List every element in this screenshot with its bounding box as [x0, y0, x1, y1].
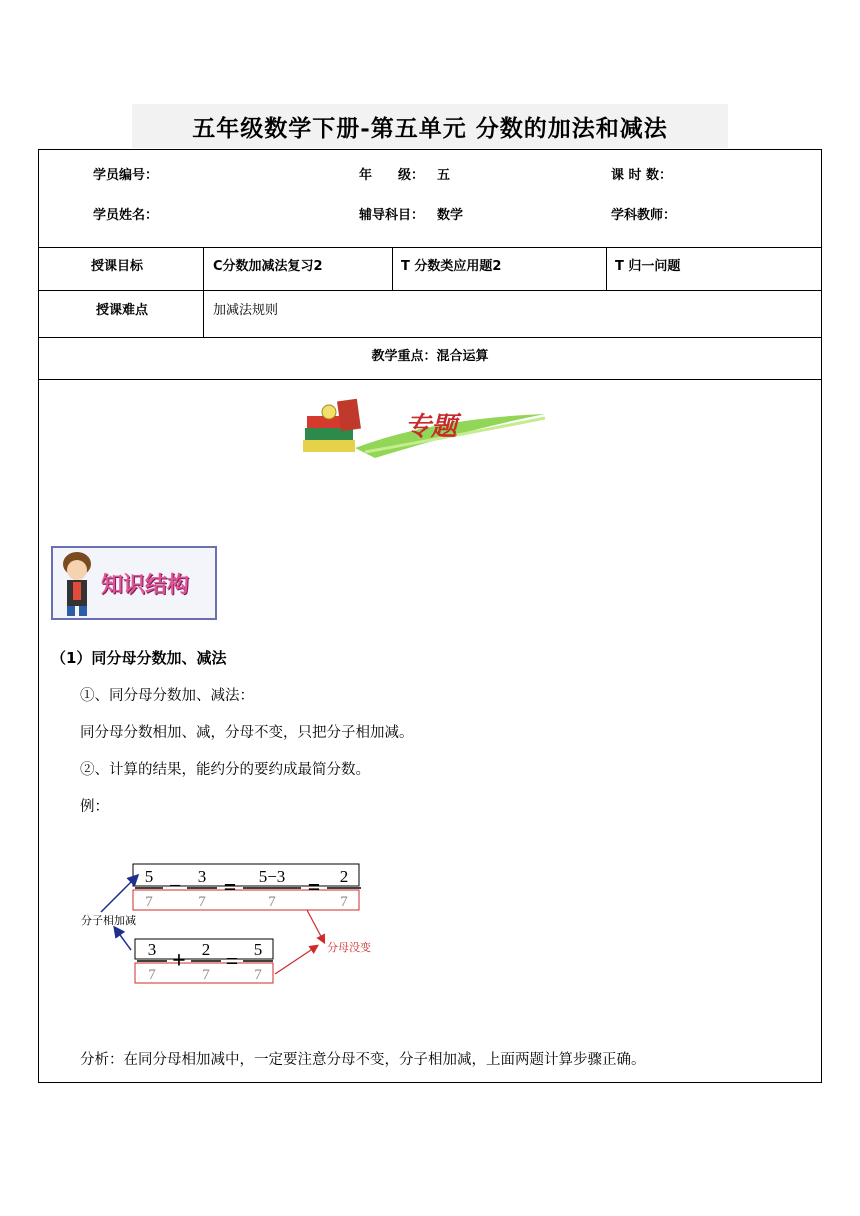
row-divider [39, 247, 821, 248]
eq2-num-1: 3 [147, 940, 157, 959]
section-title: （1）同分母分数加、减法 [51, 649, 227, 667]
goal-item: C分数加减法复习2 [213, 259, 323, 274]
lesson-table [38, 149, 822, 1083]
eq2-op: + [172, 948, 186, 974]
eq1-num-3: 5−3 [258, 867, 286, 886]
eq1-den-1: 7 [145, 894, 153, 910]
subject-label: 辅导科目： [359, 208, 425, 223]
topic-text: 专题 [405, 412, 458, 442]
row-divider [39, 379, 821, 380]
goal-item: T 分数类应用题2 [401, 259, 502, 274]
subject-value: 数学 [437, 208, 464, 223]
numerator-label: 分子相加减 [81, 914, 136, 927]
grade-value: 五 [437, 168, 451, 183]
arrow-icon [115, 928, 131, 950]
column-divider [203, 247, 204, 337]
topic-banner [295, 388, 581, 472]
student-name-label: 学员姓名： [93, 208, 159, 223]
row-divider [39, 290, 821, 291]
boy-avatar-icon [55, 548, 101, 618]
eq1-den-4: 7 [340, 894, 348, 910]
eq1-op: − [168, 873, 182, 898]
denominator-label: 分母没变 [327, 941, 371, 954]
knowledge-text: 知识结构 [101, 573, 190, 598]
equals-sign: = [225, 948, 239, 973]
column-divider [392, 247, 393, 290]
hours-label: 课 时 数： [611, 168, 673, 183]
goal-item: T 归一问题 [615, 259, 681, 274]
student-no-label: 学员编号： [93, 168, 159, 183]
eq1-den-2: 7 [198, 894, 206, 910]
eq1-num-4: 2 [339, 867, 349, 886]
arrow-icon [275, 946, 317, 974]
eq2-den-3: 7 [254, 967, 262, 983]
fraction-diagram [79, 856, 419, 986]
equals-sign: = [307, 874, 321, 899]
grade-label: 年 级： [359, 168, 425, 183]
body-line: 例： [80, 799, 109, 815]
knowledge-badge [51, 546, 217, 620]
eq2-den-1: 7 [148, 967, 156, 983]
difficulty-label: 授课难点 [96, 303, 149, 318]
row-divider [39, 337, 821, 338]
teacher-label: 学科教师： [611, 208, 677, 223]
analysis-text: 分析：在同分母相加减中，一定要注意分母不变，分子相加减，上面两题计算步骤正确。 [80, 1052, 646, 1068]
body-line: ①、同分母分数加、减法： [80, 688, 254, 704]
difficulty-value: 加减法规则 [213, 303, 279, 318]
eq2-num-3: 5 [253, 940, 263, 959]
goals-label: 授课目标 [91, 259, 144, 274]
arrow-icon [307, 910, 324, 942]
key-point: 教学重点：混合运算 [371, 349, 489, 364]
equals-sign: = [223, 874, 237, 899]
eq1-num-2: 3 [197, 867, 207, 886]
body-line: 同分母分数相加、减，分母不变，只把分子相加减。 [80, 725, 414, 741]
eq1-num-1: 5 [144, 867, 154, 886]
eq1-den-3: 7 [268, 894, 276, 910]
body-line: ②、计算的结果，能约分的要约成最简分数。 [80, 762, 370, 778]
column-divider [606, 247, 607, 290]
page-title: 五年级数学下册-第五单元 分数的加法和减法 [192, 115, 668, 142]
eq2-num-2: 2 [201, 940, 211, 959]
arrow-icon [101, 876, 137, 912]
eq2-den-2: 7 [202, 967, 210, 983]
